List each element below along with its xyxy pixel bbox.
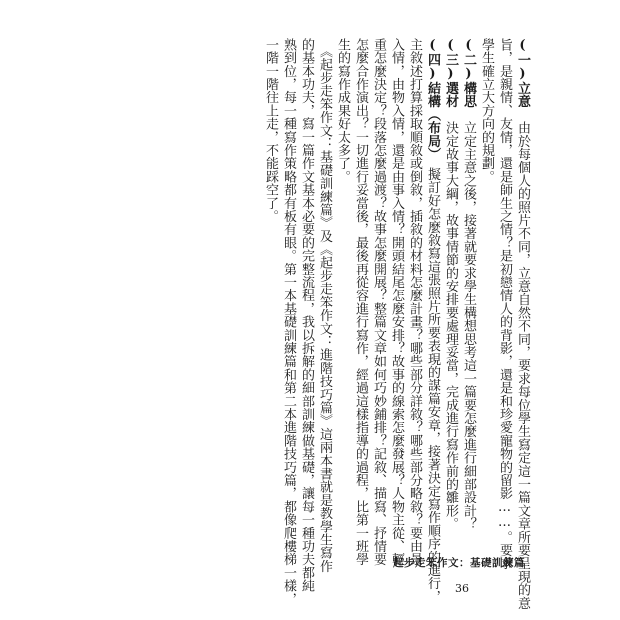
text-column — [460, 38, 476, 531]
column-text: 學生確立大方向的規劃。 — [479, 38, 494, 184]
column-text: 一階一階往上走，不能踩空了。 — [263, 38, 278, 223]
column-text: 重怎麼決定？段落怎麼過渡？故事怎麼開展？整篇文章如何巧妙鋪排？記敘、描寫、抒情要 — [371, 38, 386, 566]
section-heading: (四)結構（布局） — [425, 38, 440, 155]
column-text: 熟到位，每一種寫作策略都有板有眼。第一本基礎訓練篇和第二本進階技巧篇，都像爬樓梯一樣， — [281, 38, 296, 606]
text-column — [370, 38, 386, 566]
text-column — [262, 38, 278, 368]
text-column — [280, 38, 296, 606]
text-column — [316, 38, 332, 573]
text-column — [406, 38, 422, 566]
column-text: 決定故事大綱，故事情節的安排要處理妥當，完成進行寫作前的雛形。 — [443, 108, 458, 531]
page-number: 36 — [455, 582, 469, 595]
text-column — [442, 38, 458, 531]
text-column — [388, 38, 404, 566]
column-text: 《起步走笨作文：基礎訓練篇》及《起步走笨作文：進階技巧篇》這兩本書就是教學生寫作 — [317, 38, 332, 573]
section-heading: (二)構思 — [461, 38, 476, 108]
running-footer-title: 起步走笨作文：基礎訓練篇 — [393, 557, 525, 569]
column-text: 的基本功夫，寫一篇作文基本必要的完整流程，我以拆解的細部訓練做基礎，讓每一種功夫都純 — [299, 38, 314, 593]
column-text: 擬訂好怎麼敘寫這張照片所要表現的謀篇安章，接著決定寫作順序的進行， — [425, 154, 440, 604]
text-column — [514, 38, 530, 610]
column-text: 生的寫作成果好太多了。 — [335, 38, 350, 184]
column-text: 主敘述打算採取順敘或倒敘，插敘的材料怎麼計畫？哪些部分詳敘？哪些部分略敘？要由景 — [407, 38, 422, 566]
column-text: 由於每個人的照片不同，立意自然不同，要求每位學生寫定這一篇文章所要呈現的意 — [515, 108, 530, 610]
text-column — [352, 38, 368, 566]
text-column — [424, 38, 440, 604]
column-text: 立定主意之後，接著就要求學生構想思考這一篇要怎麼進行細部設計？ — [461, 108, 476, 531]
column-text: 入情，由物入情，還是由事入情？開頭結尾怎麼安排？故事的線索怎麼發展？人物主從、輕 — [389, 38, 404, 566]
text-column — [478, 38, 494, 368]
column-text: 怎麼合作演出？一切進行妥當後，最後再從容進行寫作，經過這樣指導的過程，比第一班學 — [353, 38, 368, 566]
section-heading: (一)立意 — [515, 38, 530, 108]
column-text: 旨，是親情、友情，還是師生之情？是初戀情人的背影，還是和珍愛寵物的留影……。要求 — [497, 38, 512, 570]
text-column — [298, 38, 314, 593]
text-column — [334, 38, 350, 368]
section-heading: (三)選材 — [443, 38, 458, 108]
text-column — [496, 38, 512, 570]
